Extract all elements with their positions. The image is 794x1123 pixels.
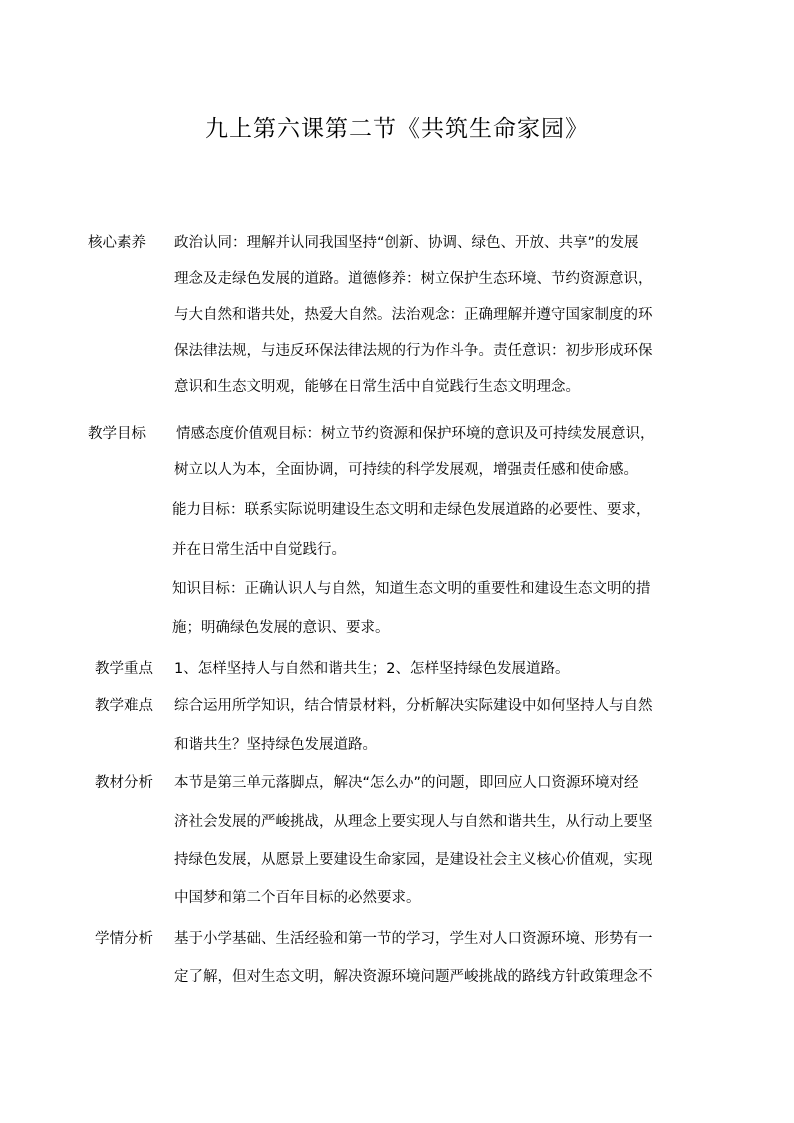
section-line: 情感态度价值观目标：树立节约资源和保护环境的意识及可持续发展意识， <box>176 426 655 442</box>
section-line: 树立以人为本，全面协调，可持续的科学发展观，增强责任感和使命感。 <box>174 462 638 478</box>
section-line: 1、怎样坚持人与自然和谐共生；2、怎样坚持绿色发展道路。 <box>174 661 570 677</box>
section-line: 和谐共生？坚持绿色发展道路。 <box>174 737 377 753</box>
section-line: 基于小学基础、生活经验和第一节的学习，学生对人口资源环境、形势有一 <box>174 931 653 947</box>
section-label-student-analysis: 学情分析 <box>95 931 153 947</box>
section-line: 中国梦和第二个百年目标的必然要求。 <box>174 890 421 906</box>
section-label-core-literacy: 核心素养 <box>88 235 146 251</box>
section-line: 持绿色发展，从愿景上要建设生命家园，是建设社会主义核心价值观，实现 <box>174 852 653 868</box>
section-line: 本节是第三单元落脚点，解决“怎么办”的问题，即回应人口资源环境对经 <box>174 775 639 791</box>
section-line: 并在日常生活中自觉践行。 <box>172 542 346 558</box>
section-line: 定了解，但对生态文明，解决资源环境问题严峻挑战的路线方针政策理念不 <box>174 969 653 985</box>
section-label-difficulties: 教学难点 <box>95 698 153 714</box>
section-line: 综合运用所学知识，结合情景材料，分析解决实际建设中如何坚持人与自然 <box>174 698 653 714</box>
section-line: 济社会发展的严峻挑战，从理念上要实现人与自然和谐共生，从行动上要坚 <box>174 814 653 830</box>
section-line: 意识和生态文明观，能够在日常生活中自觉践行生态文明理念。 <box>174 379 580 395</box>
section-line: 能力目标：联系实际说明建设生态文明和走绿色发展道路的必要性、要求， <box>172 502 651 518</box>
section-line: 知识目标：正确认识人与自然，知道生态文明的重要性和建设生态文明的措 <box>172 581 651 597</box>
section-line: 理念及走绿色发展的道路。道德修养：树立保护生态环境、节约资源意识， <box>174 271 653 287</box>
section-line: 政治认同：理解并认同我国坚持“创新、协调、绿色、开放、共享”的发展 <box>174 235 639 251</box>
section-line: 保法律法规，与违反环保法律法规的行为作斗争。责任意识：初步形成环保 <box>174 343 653 359</box>
section-label-teaching-goals: 教学目标 <box>88 426 146 442</box>
section-label-key-points: 教学重点 <box>95 661 153 677</box>
page-title: 九上第六课第二节《共筑生命家园》 <box>205 116 589 142</box>
section-line: 施；明确绿色发展的意识、要求。 <box>172 620 390 636</box>
section-label-textbook-analysis: 教材分析 <box>95 775 153 791</box>
section-line: 与大自然和谐共处，热爱大自然。法治观念：正确理解并遵守国家制度的环 <box>174 307 653 323</box>
